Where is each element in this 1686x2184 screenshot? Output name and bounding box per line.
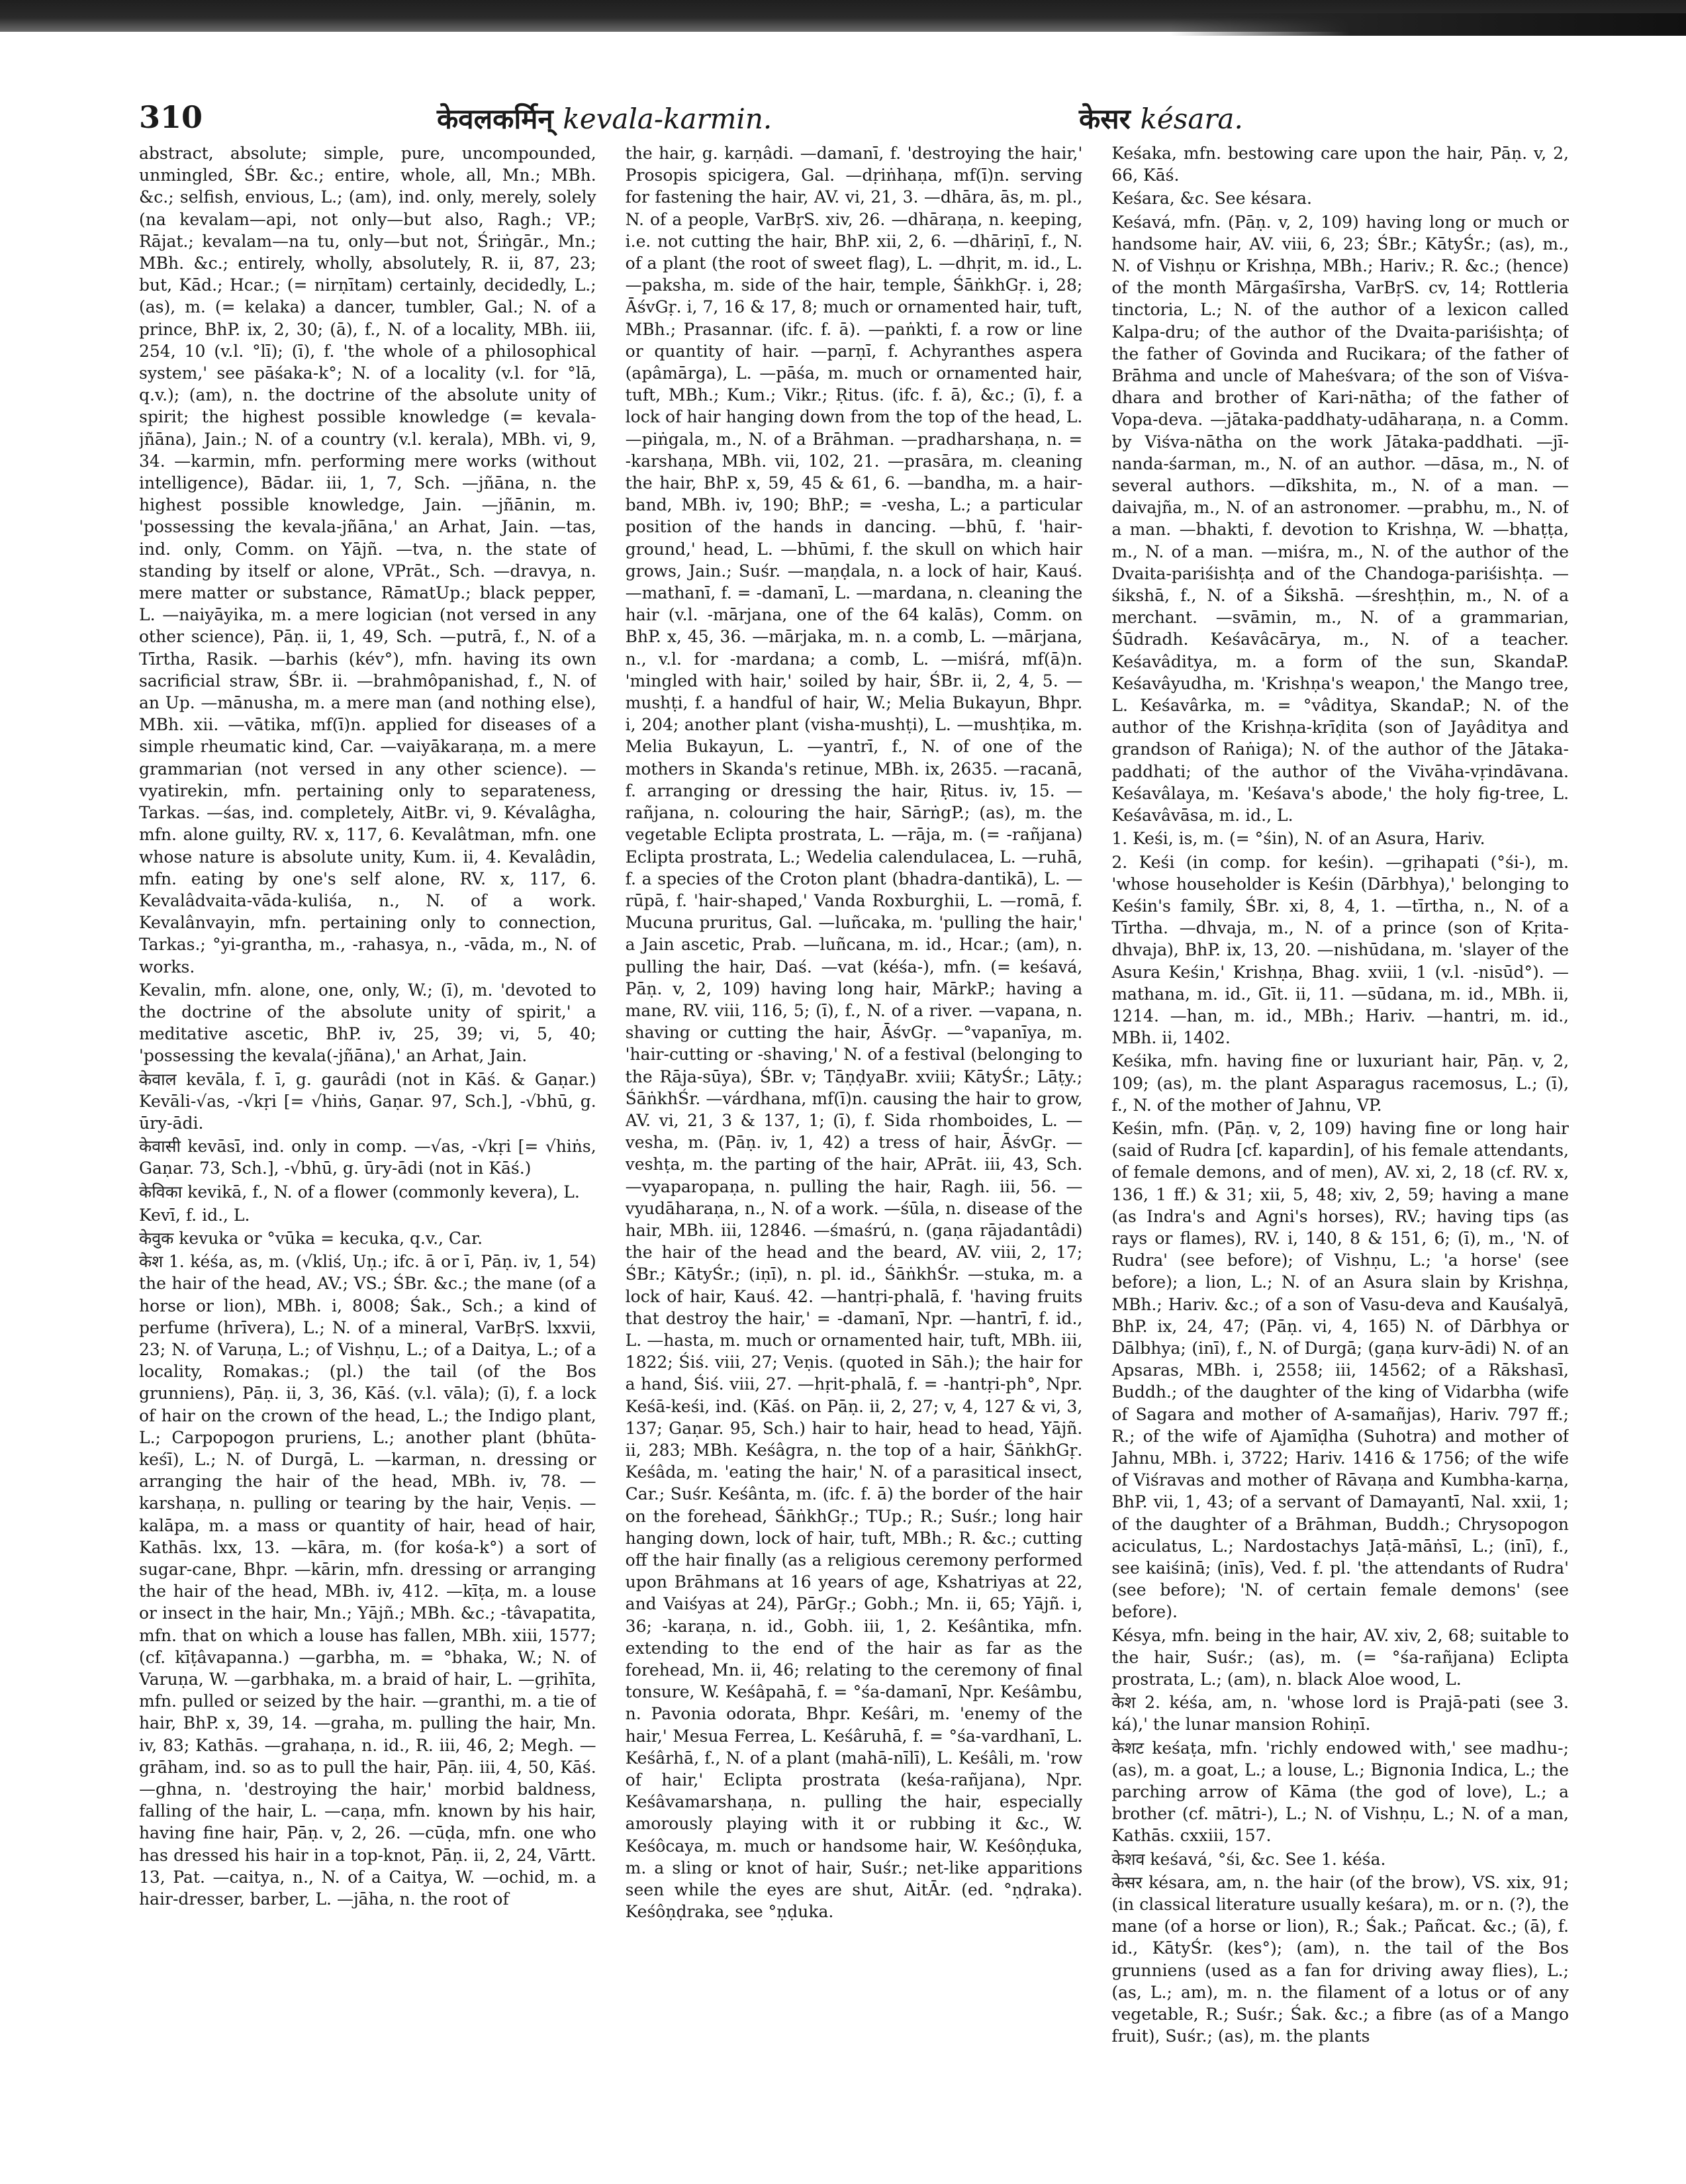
running-head-left-devanagari: केवलकर्मिन्: [437, 103, 553, 135]
dictionary-entry: Keśavá, mfn. (Pāṇ. v, 2, 109) having long or much or handsome hair, AV. viii, 6, 23; ŚBr.; KātyŚr.; (as), m., N. of Vishṇu or Krishṇa, MBh.; Hariv.; R. &c.; (hence) of the month Mārgaśīrsha, VarBṛS. cv, 14; Rottleria tinctoria, L.; N. of the author of a lexicon called Kalpa-dru; of the author of the Dvaita-pariśishṭa; of the father of Govinda and Rucikara; of the father of Brāhma and uncle of Maheśvara; of the son of Viśva-dhara and brother of Kari-nātha; of the father of Vopa-deva. —jātaka-paddhaty-udāharaṇa, n. a Comm. by Viśva-nātha on the work Jātaka-paddhati. —jī-nanda-śarman, m., N. of an author. —dāsa, m., N. of several authors. —dīkshita, m., N. of a man. —daivajña, m., N. of an astronomer. —prabhu, m., N. of a man. —bhakti, f. devotion to Krishṇa, W. —bhaṭṭa, m., N. of a man. —miśra, m., N. of the author of the Dvaita-pariśishṭa and of the Chandoga-pariśishṭa. —śikshā, f., N. of a Śikshā. —śreshṭhin, m., N. of a merchant. —svāmin, m., N. of a grammarian, Śūdradh. Keśavâcārya, m., N. of a teacher. Keśavâditya, m. a form of the sun, SkandaP. Keśavâyudha, m. 'Krishṇa's weapon,' the Mango tree, L. Keśavârka, m. = °vâditya, SkandaP.; N. of the author of the Krishṇa-krīḍita (son of Jayâditya and grandson of Raṅiga); N. of the author of the Jātaka-paddhati; of the author of the Vivāha-vṛindāvana. Keśavâlaya, m. 'Keśava's abode,' the holy fig-tree, L. Keśavâvāsa, m. id., L.: [1111, 212, 1569, 826]
dictionary-entry: केवाल kevāla, f. ī, g. gaurâdi (not in Kāś. & Gaṇar.) Kevāli-√as, -√kṛi [= √hiṅs, Gaṇar. 97, Sch.], -√bhū, g. ūry-ādi.: [139, 1069, 596, 1133]
dictionary-entry: केवुक kevuka or °vūka = kecuka, q.v., Car.: [139, 1228, 483, 1248]
dictionary-entry: Keśara, &c. See késara.: [1111, 189, 1312, 209]
dictionary-columns: [139, 142, 1569, 2155]
dictionary-entry: Keśin, mfn. (Pāṇ. v, 2, 109) having fine or long hair (said of Rudra [cf. kapardin], of his female attendants, of female demons, and of men), AV. xi, 2, 18 (cf. RV. x, 136, 1 ff.) & 31; xii, 5, 48; xiv, 2, 59; having a mane (as Indra's and Agni's horses), RV.; having tips (as rays or flames), RV. i, 140, 8 & 151, 6; (ī), m., 'N. of Rudra' (see before); of Vishṇu, L.; 'a horse' (see before); a lion, L.; N. of an Asura slain by Krishṇa, MBh.; Hariv. &c.; of a son of Vasu-deva and Kauśalyā, BhP. ix, 24, 47; (Pāṇ. vi, 4, 165) N. of Dārbhya or Dālbhya; (inī), f., N. of Durgā; (gaṇa kurv-ādi) N. of an Apsaras, MBh. i, 2558; iii, 14562; of a Rākshasī, Buddh.; of the daughter of the king of Vidarbha (wife of Sagara and mother of A-samañjas), Hariv. 797 ff.; R.; of the wife of Ajamīḍha (Suhotra) and mother of Jahnu, MBh. i, 3722; Hariv. 1416 & 1756; of the wife of Viśravas and mother of Rāvaṇa and Kumbha-karṇa, BhP. vii, 1, 43; of a servant of Damayantī, Nal. xxii, 1; of the daughter of a Brāhman, Buddh.; Chrysopogon aciculatus, L.; Nardostachys Jaṭā-māṅsī, L.; (inī), f., see kaiśinā; (inīs), Ved. f. pl. 'the attendants of Rudra' (see before); 'N. of certain female demons' (see before).: [1111, 1118, 1569, 1622]
running-head-right-roman: késara.: [1140, 103, 1243, 135]
dictionary-entry: केश 2. kéśa, am, n. 'whose lord is Prajā-pati (see 3. ká),' the lunar mansion Rohiṇī.: [1111, 1693, 1569, 1734]
dictionary-entry: Kevalin, mfn. alone, one, only, W.; (ī), m. 'devoted to the doctrine of the absolute unity of spirit,' a meditative ascetic, BhP. iv, 25, 39; vi, 5, 40; 'possessing the kevala(-jñāna),' an Arhat, Jain.: [139, 980, 596, 1066]
column-2: [626, 142, 1083, 2155]
page-number: 310: [139, 99, 203, 135]
page-header: [139, 99, 1569, 146]
dictionary-entry: Késya, mfn. being in the hair, AV. xiv, 2, 68; suitable to the hair, Suśr.; (as), m. (= °śa-rañjana) Eclipta prostrata, L.; (am), n. black Aloe wood, L.: [1111, 1625, 1569, 1689]
dictionary-entry: केशट keśaṭa, mfn. 'richly endowed with,' see madhu-; (as), m. a goat, L.; a louse, L.; Bignonia Indica, L.; the parching arrow of Kāma (the god of love), L.; a brother (cf. mātri-), L.; N. of Vishṇu, L.; N. of a man, Kathās. cxxiii, 157.: [1111, 1738, 1569, 1846]
column-3: [1111, 142, 1569, 2155]
dictionary-entry: Kevī, f. id., L.: [139, 1205, 250, 1225]
dictionary-entry: the hair, g. karṇâdi. —damanī, f. 'destroying the hair,' Prosopis spicigera, Gal. —dṛiṅhaṇa, mf(ī)n. serving for fastening the hair, AV. vi, 21, 3. —dhāra, ās, m. pl., N. of a people, VarBṛS. xiv, 26. —dhāraṇa, n. keeping, i.e. not cutting the hair, BhP. xii, 2, 6. —dhāriṇī, f., N. of a plant (the root of sweet flag), L. —dhṛit, m. id., L. —paksha, m. side of the hair, temple, ŚāṅkhGṛ. i, 28; ĀśvGṛ. i, 7, 16 & 17, 8; much or ornamented hair, tuft, MBh.; Prasannar. (ifc. f. ā). —paṅkti, f. a row or line or quantity of hair. —parṇī, f. Achyranthes aspera (apâmārga), L. —pāśa, m. much or ornamented hair, tuft, MBh.; Kum.; Vikr.; Ṛitus. (ifc. f. ā), &c.; (ī), f. a lock of hair hanging down from the top of the head, L. —piṅgala, m., N. of a Brāhman. —pradharshaṇa, n. = -karshaṇa, MBh. vii, 102, 21. —prasāra, m. cleaning the hair, BhP. x, 59, 45 & 61, 6. —bandha, m. a hair-band, MBh. iv, 190; BhP.; = -vesha, L.; a particular position of the hands in dancing. —bhū, f. 'hair-ground,' head, L. —bhūmi, f. the skull on which hair grows, Jain.; Suśr. —maṇḍala, n. a lock of hair, Kauś. —mathanī, f. = -damanī, L. —mardana, n. cleaning the hair (v.l. -mārjana, one of the 64 kalās), Comm. on BhP. x, 45, 36. —mārjaka, m. n. a comb, L. —mārjana, n., v.l. for -mardana; a comb, L. —miśrá, mf(ā)n. 'mingled with hair,' soiled by hair, ŚBr. ii, 2, 4, 5. —mushṭi, f. a handful of hair, W.; Melia Bukayun, Bhpr. i, 204; another plant (visha-mushṭi), L. —mushṭika, m. Melia Bukayun, L. —yantrī, f., N. of one of the mothers in Skanda's retinue, MBh. ix, 2635. —racanā, f. arranging or dressing the hair, Ṛitus. iv, 15. —rañjana, n. colouring the hair, SārṅgP.; (as), m. the vegetable Eclipta prostrata, L. —rāja, m. (= -rañjana) Eclipta prostrata, L.; Wedelia calendulacea, L. —ruhā, f. a species of the Croton plant (bhadra-dantikā), L. —rūpā, f. 'hair-shaped,' Vanda Roxburghii, L. —romā, f. Mucuna pruritus, Gal. —luñcaka, m. 'pulling the hair,' a Jain ascetic, Prab. —luñcana, m. id., Hcar.; (am), n. pulling the hair, Daś. —vat (kéśa-), mfn. (= keśavá, Pāṇ. v, 2, 109) having long hair, MārkP.; having a mane, RV. viii, 116, 5; (ī), f., N. of a river. —vapana, n. shaving or cutting the hair, ĀśvGṛ. —°vapanīya, m. 'hair-cutting or -shaving,' N. of a festival (belonging to the Rāja-sūya), ŚBr. v; TāṇḍyaBr. xviii; KātyŚr.; Lāṭy.; ŚāṅkhŚr. —várdhana, mf(ī)n. causing the hair to grow, AV. vi, 21, 3 & 137, 1; (ī), f. Sida rhomboides, L. —vesha, m. (Pāṇ. iv, 1, 42) a tress of hair, ĀśvGṛ. —veshṭa, m. the parting of the hair, APrāt. iii, 43, Sch. —vyaparopaṇa, n. pulling the hair, Ragh. iii, 56. —vyudāharaṇa, n., N. of a work. —śūla, n. disease of the hair, MBh. iii, 12846. —śmaśrú, n. (gaṇa rājadantâdi) the hair of the head and the beard, AV. viii, 2, 17; ŚBr.; KātyŚr.; (iṇī), n. pl. id., ŚāṅkhŚr. —stuka, m. a lock of hair, Kauś. 42. —hantṛi-phalā, f. 'having fruits that destroy the hair,' = -damanī, Npr. —hantrī, f. id., L. —hasta, m. much or ornamented hair, tuft, MBh. iii, 1822; Śiś. viii, 27; Veṇis. (quoted in Sāh.); the hair for a hand, Śiś. viii, 27. —hṛit-phalā, f. = -hantṛi-ph°, Npr. Keśā-keśi, ind. (Kāś. on Pāṇ. ii, 2, 27; v, 4, 127 & vi, 3, 137; Gaṇar. 95, Sch.) hair to hair, head to head, Yājñ. ii, 283; MBh. Keśâgra, n. the top of a hair, ŚāṅkhGṛ. Keśâda, m. 'eating the hair,' N. of a parasitical insect, Car.; Suśr. Keśânta, m. (ifc. f. ā) the border of the hair on the forehead, ŚāṅkhGṛ.; TUp.; R.; Suśr.; long hair hanging down, lock of hair, tuft, MBh.; R. &c.; cutting off the hair finally (as a religious ceremony performed upon Brāhmans at 16 years of age, Kshatriyas at 22, and Vaiśyas at 24), PārGṛ.; Gobh.; Mn. ii, 65; Yājñ. i, 36; -karaṇa, n. id., Gobh. iii, 1, 2. Keśântika, mfn. extending to the end of the hair as far as the forehead, Mn. ii, 46; relating to the ceremony of final tonsure, W. Keśâpahā, f. = °śa-damanī, Npr. Keśâmbu, n. Pavonia odorata, Bhpr. Keśâri, m. 'enemy of the hair,' Mesua Ferrea, L. Keśâruhā, f. = °śa-vardhanī, L. Keśârhā, f., N. of a plant (mahā-nīlī), L. Keśâli, m. 'row of hair,' Eclipta prostrata (keśa-rañjana), Npr. Keśâvamarshaṇa, n. pulling the hair, especially amorously playing with it or rubbing it &c., W. Keśôcaya, m. much or handsome hair, W. Keśôṇḍuka, m. a sling or knot of hair, Suśr.; net-like apparitions seen while the eyes are shut, AitĀr. (ed. °ṇḍraka). Keśôṇḍraka, see °ṇḍuka.: [625, 144, 1083, 1922]
dictionary-entry: Keśika, mfn. having fine or luxuriant hair, Pāṇ. v, 2, 109; (as), m. the plant Asparagus racemosus, L.; (ī), f., N. of the mother of Jahnu, VP.: [1111, 1051, 1569, 1115]
running-head-right: [1079, 99, 1243, 137]
dictionary-entry: केविका kevikā, f., N. of a flower (commonly kevera), L.: [139, 1182, 580, 1202]
dictionary-entry: केश 1. kéśa, as, m. (√kliś, Uṇ.; ifc. ā or ī, Pāṇ. iv, 1, 54) the hair of the head, AV.; VS.; ŚBr. &c.; the mane (of a horse or lion), MBh. i, 8008; Śak., Sch.; a kind of perfume (hrīvera), L.; N. of a mineral, VarBṛS. lxxvii, 23; N. of Varuṇa, L.; of Vishṇu, L.; of a Daitya, L.; of a locality, Romakas.; (pl.) the tail (of the Bos grunniens), Pāṇ. ii, 3, 36, Kāś. (v.l. vāla); (ī), f. a lock of hair on the crown of the head, L.; the Indigo plant, L.; Carpopogon pruriens, L.; another plant (bhūta-keśī), L.; N. of Durgā, L. —karman, n. dressing or arranging the hair of the head, MBh. iv, 78. —karshaṇa, n. pulling or tearing by the hair, Veṇis. —kalāpa, m. a mass or quantity of hair, head of hair, Kathās. lxx, 13. —kāra, m. (for kośa-k°) a sort of sugar-cane, Bhpr. —kārin, mfn. dressing or arranging the hair of the head, MBh. iv, 412. —kīṭa, m. a louse or insect in the hair, Mn.; Yājñ.; MBh. &c.; -tâvapatita, mfn. that on which a louse has fallen, MBh. xiii, 1577; (cf. kīṭâvapanna.) —garbha, m. = °bhaka, W.; N. of Varuṇa, W. —garbhaka, m. a braid of hair, L. —gṛihīta, mfn. pulled or seized by the hair. —granthi, m. a tie of hair, BhP. x, 39, 14. —graha, m. pulling the hair, Mn. iv, 83; Kathās. —grahaṇa, n. id., R. iii, 46, 2; Megh. —grāham, ind. so as to pull the hair, Pāṇ. iii, 4, 50, Kāś. —ghna, n. 'destroying the hair,' morbid baldness, falling of the hair, L. —caṇa, mfn. known by his hair, having fine hair, Pāṇ. v, 2, 26. —cūḍa, mfn. one who has dressed his hair in a top-knot, Pāṇ. ii, 2, 24, Vārtt. 13, Pat. —caitya, n., N. of a Caitya, W. —ochid, m. a hair-dresser, barber, L. —jāha, n. the root of: [139, 1252, 596, 1909]
dictionary-entry: केवासी kevāsī, ind. only in comp. —√as, -√kṛi [= √hiṅs, Gaṇar. 73, Sch.], -√bhū, g. ūry-ādi (not in Kāś.): [139, 1137, 596, 1178]
dictionary-entry: Keśaka, mfn. bestowing care upon the hair, Pāṇ. v, 2, 66, Kāś.: [1111, 144, 1569, 185]
running-head-left: [437, 99, 772, 137]
column-1: [139, 142, 596, 2155]
dictionary-entry: केसर késara, am, n. the hair (of the brow), VS. xix, 91; (in classical literature usually keśara), m. or n. (?), the mane (of a horse or lion), R.; Śak.; Pañcat. &c.; (ā), f. id., KātyŚr. (kes°); (am), n. the tail of the Bos grunniens (used as a fan for driving away flies), L.; (as, L.; am), m. n. the filament of a lotus or of any vegetable, R.; Suśr.; Śak. &c.; a fibre (as of a Mango fruit), Suśr.; (as), m. the plants: [1111, 1872, 1569, 2046]
scan-top-edge: [0, 0, 1686, 32]
running-head-right-devanagari: केसर: [1079, 103, 1131, 135]
dictionary-entry: केशव keśavá, °śi, &c. See 1. kéśa.: [1111, 1849, 1386, 1869]
running-head-left-roman: kevala-karmin.: [563, 103, 773, 135]
dictionary-entry: 2. Keśi (in comp. for keśin). —gṛihapati (°śi-), m. 'whose householder is Keśin (Dārbhya),' belonging to Keśin's family, ŚBr. xi, 8, 4, 1. —tīrtha, n., N. of a Tīrtha. —dhvaja, m., N. of a prince (son of Kṛita-dhvaja), BhP. ix, 13, 20. —nishūdana, m. 'slayer of the Asura Keśin,' Krishṇa, Bhag. xviii, 1 (v.l. -nisūd°). —mathana, m. id., Gīt. ii, 11. —sūdana, m. id., MBh. ii, 1214. —han, m. id., MBh.; Hariv. —hantri, m. id., MBh. ii, 1402.: [1111, 852, 1569, 1048]
dictionary-entry: abstract, absolute; simple, pure, uncompounded, unmingled, ŚBr. &c.; entire, whole, all, Mn.; MBh. &c.; selfish, envious, L.; (am), ind. only, merely, solely (na kevalam—api, not only—but also, Ragh.; VP.; Rājat.; kevalam—na tu, only—but not, Śriṅgār., Mn.; MBh. &c.; entirely, wholly, absolutely, R. ii, 87, 23; but, Kād.; Hcar.; (= nirṇītam) certainly, decidedly, L.; (as), m. (= kelaka) a dancer, tumbler, Gal.; N. of a prince, BhP. ix, 2, 30; (ā), f., N. of a locality, MBh. iii, 254, 10 (v.l. °lī); (ī), f. 'the whole of a philosophical system,' see pāśaka-k°; N. of a locality (v.l. for °lā, q.v.); (am), n. the doctrine of the absolute unity of spirit; the highest possible knowledge (= kevala-jñāna), Jain.; N. of a country (v.l. kerala), MBh. vi, 9, 34. —karmin, mfn. performing mere works (without intelligence), Bādar. iii, 1, 7, Sch. —jñāna, n. the highest possible knowledge, Jain. —jñānin, m. 'possessing the kevala-jñāna,' an Arhat, Jain. —tas, ind. only, Comm. on Yājñ. —tva, n. the state of standing by itself or alone, VPrāt., Sch. —dravya, n. mere matter or substance, RāmatUp.; black pepper, L. —naiyāyika, m. a mere logician (not versed in any other science), Pāṇ. ii, 1, 49, Sch. —putrā, f., N. of a Tīrtha, Rasik. —barhis (kév°), mfn. having its own sacrificial straw, ŚBr. ii. —brahmôpanishad, f., N. of an Up. —mānusha, m. a mere man (and nothing else), MBh. xii. —vātika, mf(ī)n. applied for diseases of a simple rheumatic kind, Car. —vaiyākaraṇa, m. a mere grammarian (not versed in any other science). —vyatirekin, mfn. pertaining only to separateness, Tarkas. —śas, ind. completely, AitBr. vi, 9. Kévalâgha, mfn. alone guilty, RV. x, 117, 6. Kevalâtman, mfn. one whose nature is absolute unity, Kum. ii, 4. Kevalâdin, mfn. eating by one's self alone, RV. x, 117, 6. Kevalâdvaita-vāda-kuliśa, n., N. of a work. Kevalânvayin, mfn. pertaining only to connection, Tarkas.; °yi-grantha, m., -rahasya, n., -vāda, m., N. of works.: [139, 144, 596, 976]
scan-streak: [1170, 13, 1686, 36]
dictionary-entry: 1. Keśi, is, m. (= °śin), N. of an Asura, Hariv.: [1111, 829, 1485, 849]
